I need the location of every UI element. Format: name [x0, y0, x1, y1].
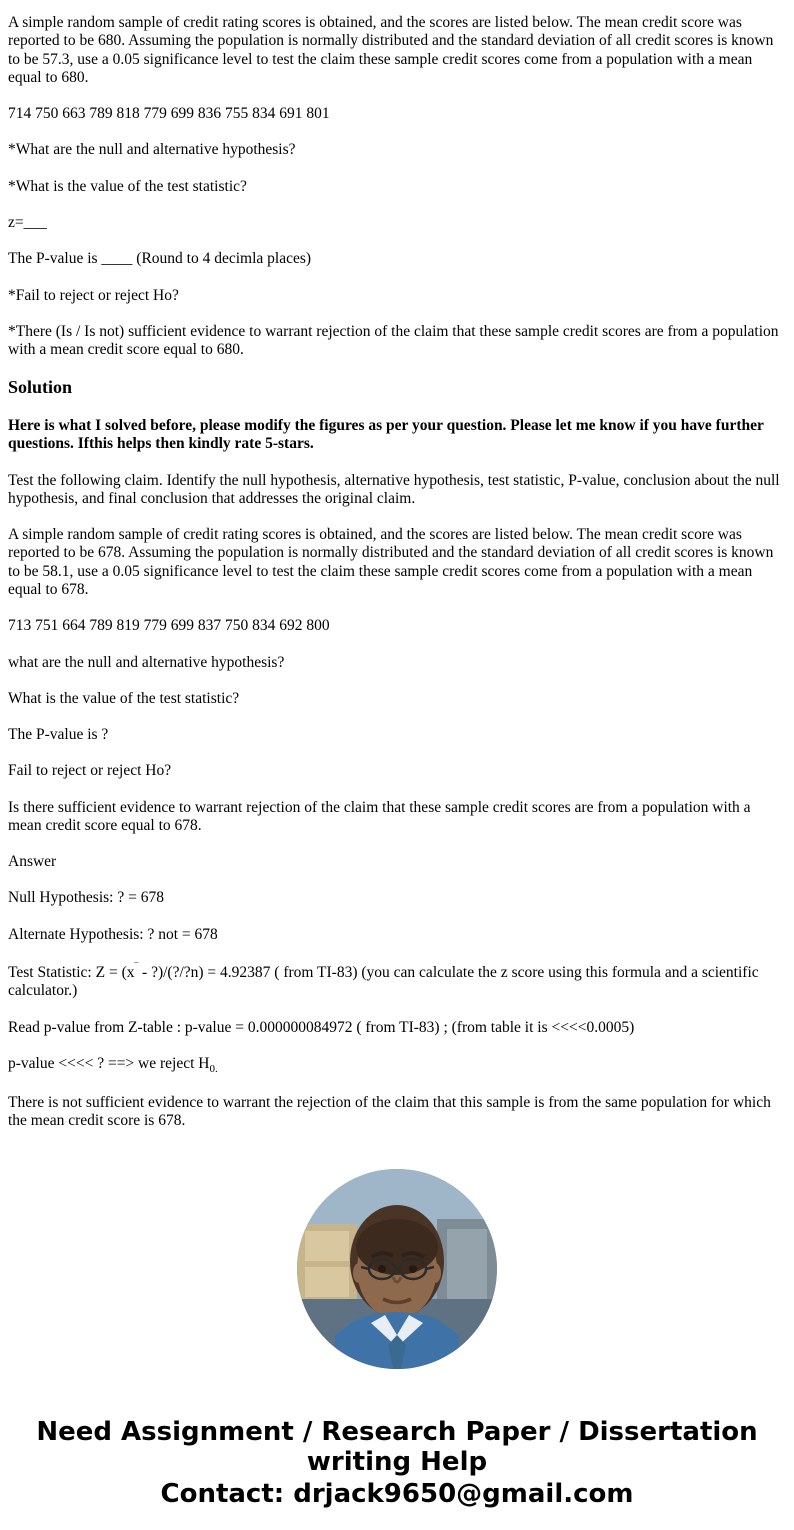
spacer: [8, 305, 786, 323]
x-bar-overline: ‾: [134, 962, 139, 975]
solution-q-reject: Fail to reject or reject Ho?: [8, 762, 172, 780]
spacer: [8, 1076, 786, 1094]
question-prompt-test-statistic: *What is the value of the test statistic?: [8, 177, 247, 195]
profile-photo-illustration: [297, 1169, 497, 1369]
solution-note: Here is what I solved before, please modify the figures as per your question. Please let me know if you have further questions. Ifthis helps then kindly rate 5-stars.: [8, 416, 764, 453]
footer-contact: Contact: drjack9650@gmail.com: [160, 1479, 634, 1510]
spacer: [8, 359, 786, 377]
h-null-subscript: 0.: [209, 1063, 218, 1076]
solution-q-test-statistic: What is the value of the test statistic?: [8, 689, 240, 707]
null-hypothesis: Null Hypothesis: ? = 678: [8, 889, 164, 907]
question-p-value-line: The P-value is ____ (Round to 4 decimla places): [8, 250, 312, 268]
question-data-values: 714 750 663 789 818 779 699 836 755 834 691 801: [8, 105, 330, 123]
question-prompt-hypothesis: *What are the null and alternative hypothesis?: [8, 141, 296, 159]
spacer: [8, 672, 786, 690]
spacer: [8, 508, 786, 526]
test-statistic-post: - ?)/(?/?n) = 4.92387 ( from TI-83) (you can calculate the z score using this formula and a scientific calculator.): [8, 964, 759, 1000]
footer-line2: writing Help: [306, 1447, 488, 1478]
spacer: [8, 944, 786, 962]
spacer: [8, 835, 786, 853]
question-prompt-conclusion: *There (Is / Is not) sufficient evidence to warrant rejection of the claim that these sample credit scores are from a population with a mean credit score equal to 680.: [8, 322, 779, 359]
footer-line1: Need Assignment / Research Paper / Dissertation: [36, 1416, 758, 1447]
spacer: [8, 269, 786, 287]
spacer: [8, 196, 786, 214]
spacer: [8, 454, 786, 472]
spacer: [8, 871, 786, 889]
spacer: [8, 781, 786, 799]
reject-pre: p-value <<<< ? ==> we reject H: [8, 1055, 210, 1073]
final-conclusion: There is not sufficient evidence to warrant the rejection of the claim that this sample is from the same population for which the mean credit score is 678.: [8, 1094, 771, 1130]
solution-heading: Solution: [8, 377, 73, 398]
spacer: [8, 123, 786, 141]
spacer: [8, 232, 786, 250]
spacer: [8, 399, 786, 417]
spacer: [8, 636, 786, 654]
question-z-blank: z=___: [8, 213, 47, 231]
solution-q-p-value: The P-value is ?: [8, 726, 109, 744]
spacer: [8, 160, 786, 178]
spacer: [8, 599, 786, 617]
solution-q-conclusion: Is there sufficient evidence to warrant rejection of the claim that these sample credit scores are from a population with a mean credit score equal to 678.: [8, 798, 751, 834]
avatar: [297, 1169, 497, 1369]
solution-data-values: 713 751 664 789 819 779 699 837 750 834 692 800: [8, 617, 330, 635]
solution-problem: A simple random sample of credit rating scores is obtained, and the scores are listed below. The mean credit score was reported to be 678. Assuming the population is normally distributed and the standard deviation of all credit scores is known to be 58.1, use a 0.05 significance level to test the claim these sample credit scores come from a population with a mean equal to 678.: [8, 526, 774, 598]
answer-label: Answer: [8, 853, 57, 871]
solution-q-hypothesis: what are the null and alternative hypothesis?: [8, 653, 285, 671]
test-statistic-line: [8, 962, 786, 1001]
spacer: [8, 87, 786, 105]
solution-claim-intro: Test the following claim. Identify the null hypothesis, alternative hypothesis, test statistic, P-value, conclusion about the null hypothesis, and final conclusion that addresses the original claim.: [8, 471, 780, 507]
spacer: [8, 1037, 786, 1055]
footer: [8, 1417, 786, 1510]
test-statistic-pre: Test Statistic: Z = (x: [8, 964, 135, 982]
spacer: [8, 744, 786, 762]
read-p-value: Read p-value from Z-table : p-value = 0.000000084972 ( from TI-83) ; (from table it is <<<<0.0005): [8, 1018, 635, 1036]
spacer: [8, 708, 786, 726]
spacer: [8, 1001, 786, 1019]
question-intro: A simple random sample of credit rating scores is obtained, and the scores are listed below. The mean credit score was reported to be 680. Assuming the population is normally distributed and the standard deviation of all credit scores is known to be 57.3, use a 0.05 significance level to test the claim these sample credit scores come from a population with a mean equal to 680.: [8, 14, 774, 86]
spacer: [8, 908, 786, 926]
alternate-hypothesis: Alternate Hypothesis: ? not = 678: [8, 925, 218, 943]
avatar-container: [8, 1169, 786, 1369]
question-prompt-reject: *Fail to reject or reject Ho?: [8, 286, 179, 304]
reject-line: [8, 1055, 786, 1076]
